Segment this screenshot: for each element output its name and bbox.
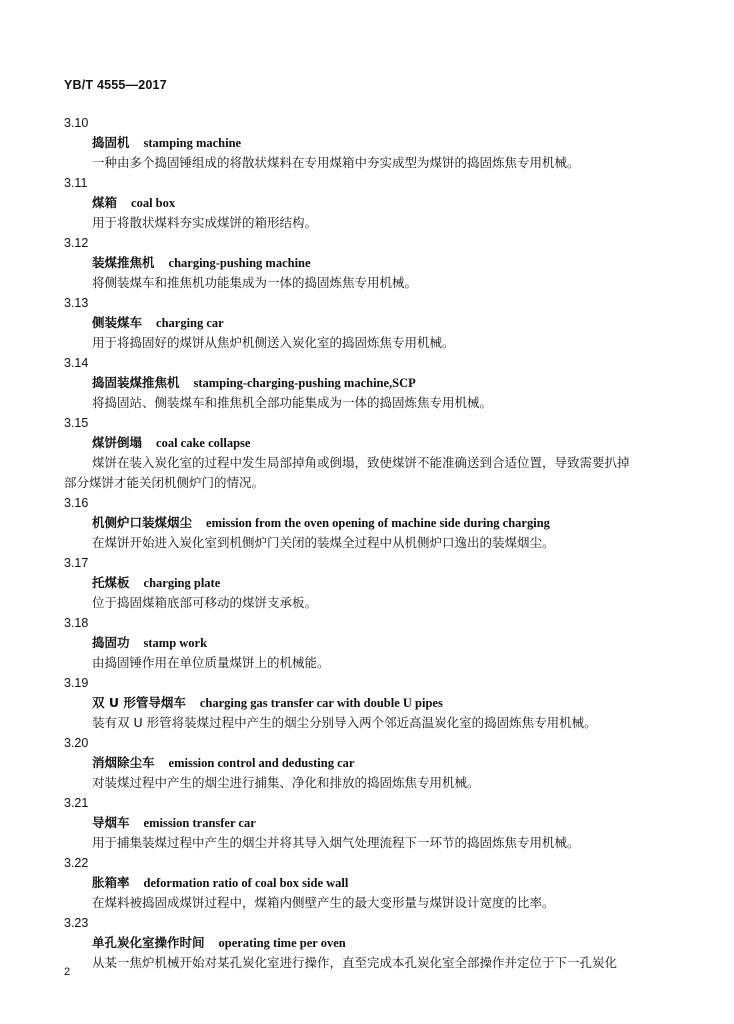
term-definition	[92, 833, 664, 853]
term-chinese: 单孔炭化室操作时间	[92, 935, 205, 950]
clause-number: 3.13	[64, 296, 89, 310]
term-chinese: 煤饼倒塌	[92, 435, 143, 450]
term-heading	[92, 633, 734, 653]
term-heading	[92, 133, 734, 153]
term-chinese: 侧装煤车	[92, 315, 143, 330]
definition-text: 将捣固站、侧装煤车和推焦机全部功能集成为一体的捣固炼焦专用机械。	[92, 395, 493, 410]
term-chinese: 胀箱率	[92, 875, 130, 890]
term-entry	[0, 553, 734, 613]
term-entry	[0, 853, 734, 913]
term-english: charging-pushing machine	[168, 256, 311, 270]
term-definition	[92, 773, 664, 793]
term-entries	[0, 113, 734, 973]
term-english: deformation ratio of coal box side wall	[143, 876, 349, 890]
definition-text: 用于将散状煤料夯实成煤饼的箱形结构。	[92, 215, 318, 230]
term-definition	[92, 153, 664, 173]
definition-text: 位于捣固煤箱底部可移动的煤饼支承板。	[92, 595, 318, 610]
term-heading	[92, 253, 734, 273]
term-entry	[0, 353, 734, 413]
term-definition	[92, 953, 664, 973]
term-chinese: 双 U 形管导烟车	[92, 695, 186, 710]
term-heading	[92, 573, 734, 593]
definition-text: 用于捕集装煤过程中产生的烟尘并将其导入烟气处理流程下一环节的捣固炼焦专用机械。	[92, 835, 580, 850]
definition-text: 由捣固锤作用在单位质量煤饼上的机械能。	[92, 655, 330, 670]
definition-text: 装有双 U 形管将装煤过程中产生的烟尘分别导入两个邻近高温炭化室的捣固炼焦专用机械。	[92, 715, 597, 730]
definition-text: 用于将捣固好的煤饼从焦炉机侧送入炭化室的捣固炼焦专用机械。	[92, 335, 455, 350]
definition-text: 在煤饼开始进入炭化室到机侧炉门关闭的装煤全过程中从机侧炉口逸出的装煤烟尘。	[92, 535, 555, 550]
term-english: stamp work	[143, 636, 208, 650]
term-heading	[92, 873, 734, 893]
term-entry	[0, 673, 734, 733]
term-heading	[92, 813, 734, 833]
term-definition	[92, 273, 664, 293]
clause-number: 3.12	[64, 236, 89, 250]
clause-number: 3.10	[64, 116, 89, 130]
term-entry	[0, 733, 734, 793]
term-heading	[92, 193, 734, 213]
term-chinese: 导烟车	[92, 815, 130, 830]
term-english: operating time per oven	[218, 936, 346, 950]
definition-text: 在煤料被捣固成煤饼过程中，煤箱内侧壁产生的最大变形量与煤饼设计宽度的比率。	[92, 895, 555, 910]
term-definition	[92, 533, 664, 553]
term-heading	[92, 933, 734, 953]
definition-text: 煤饼在装入炭化室的过程中发生局部掉角或倒塌，致使煤饼不能准确送到合适位置，导致需要扒掉	[92, 455, 630, 470]
page-number: 2	[64, 966, 71, 978]
term-entry	[0, 113, 734, 173]
definition-continuation: 部分煤饼才能关闭机侧炉门的情况。	[64, 475, 265, 490]
term-chinese: 捣固机	[92, 135, 130, 150]
term-chinese: 机侧炉口装煤烟尘	[92, 515, 193, 530]
term-entry	[0, 293, 734, 353]
term-english: coal box	[131, 196, 176, 210]
term-entry	[0, 793, 734, 853]
term-entry	[0, 613, 734, 673]
term-chinese: 捣固装煤推焦机	[92, 375, 180, 390]
term-definition	[92, 593, 664, 613]
term-english: charging plate	[143, 576, 221, 590]
term-heading	[92, 693, 734, 713]
definition-text: 从某一焦炉机械开始对某孔炭化室进行操作，直至完成本孔炭化室全部操作并定位于下一孔炭化	[92, 955, 618, 970]
term-heading	[92, 513, 734, 533]
term-english: emission control and dedusting car	[168, 756, 355, 770]
clause-number: 3.22	[64, 856, 89, 870]
term-english: emission transfer car	[143, 816, 256, 830]
clause-number: 3.23	[64, 916, 89, 930]
clause-number: 3.19	[64, 676, 89, 690]
term-definition	[92, 333, 664, 353]
clause-number: 3.17	[64, 556, 89, 570]
term-definition	[92, 393, 664, 413]
term-definition	[92, 213, 664, 233]
term-english: charging car	[156, 316, 224, 330]
term-entry	[0, 233, 734, 293]
term-english: stamping machine	[143, 136, 242, 150]
term-chinese: 煤箱	[92, 195, 118, 210]
term-english: stamping-charging-pushing machine,SCP	[193, 376, 416, 390]
term-chinese: 托煤板	[92, 575, 130, 590]
definition-text: 对装煤过程中产生的烟尘进行捕集、净化和排放的捣固炼焦专用机械。	[92, 775, 480, 790]
term-heading	[92, 433, 734, 453]
term-heading	[92, 373, 734, 393]
clause-number: 3.15	[64, 416, 89, 430]
term-definition	[92, 893, 664, 913]
clause-number: 3.18	[64, 616, 89, 630]
term-entry	[0, 913, 734, 973]
definition-text: 一种由多个捣固锤组成的将散状煤料在专用煤箱中夯实成型为煤饼的捣固炼焦专用机械。	[92, 155, 580, 170]
term-definition	[92, 653, 664, 673]
term-definition	[64, 453, 664, 493]
clause-number: 3.14	[64, 356, 89, 370]
standard-code: YB/T 4555—2017	[64, 78, 167, 92]
term-chinese: 装煤推焦机	[92, 255, 155, 270]
term-entry	[0, 493, 734, 553]
term-chinese: 捣固功	[92, 635, 130, 650]
clause-number: 3.11	[64, 176, 88, 190]
term-definition	[92, 713, 664, 733]
term-entry	[0, 413, 734, 493]
definition-text: 将侧装煤车和推焦机功能集成为一体的捣固炼焦专用机械。	[92, 275, 418, 290]
term-english: emission from the oven opening of machine side during charging	[206, 516, 550, 530]
term-entry	[0, 173, 734, 233]
term-heading	[92, 313, 734, 333]
clause-number: 3.16	[64, 496, 89, 510]
term-heading	[92, 753, 734, 773]
term-english: charging gas transfer car with double U pipes	[199, 696, 443, 710]
clause-number: 3.20	[64, 736, 89, 750]
clause-number: 3.21	[64, 796, 89, 810]
term-english: coal cake collapse	[156, 436, 251, 450]
term-chinese: 消烟除尘车	[92, 755, 155, 770]
